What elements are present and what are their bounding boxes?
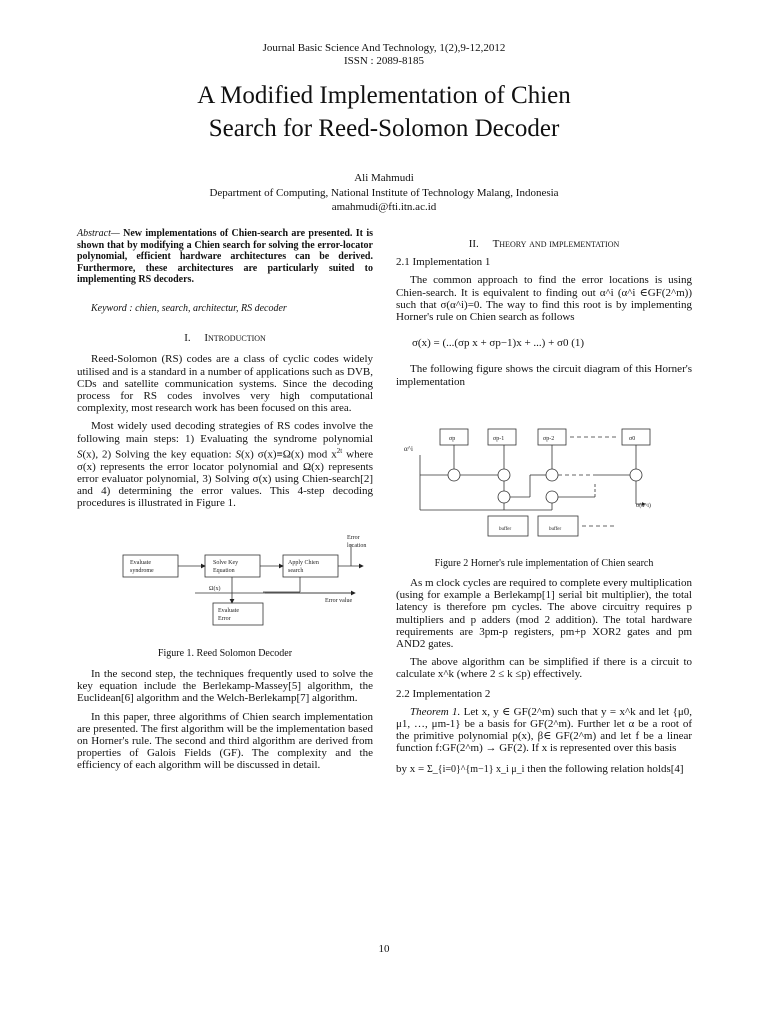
adder-1 xyxy=(498,469,510,481)
figure-2-circuit xyxy=(400,420,690,545)
impl1-paragraph-1: The common approach to find the error locations is using Chien-search. It is equivalent to finding out α^i (α^i ∈GF(2^m)) such that σ(α^i)=0. The way to find this root is by implementing Horner's rule on Chien search as follows xyxy=(396,274,692,324)
issn: ISSN : 2089-8185 xyxy=(343,55,425,67)
subsection-impl2: 2.2 Implementation 2 xyxy=(396,687,491,700)
paper-title-line1: A Modified Implementation of Chien xyxy=(197,82,571,109)
intro-paragraph-3: In the second step, the techniques frequently used to solve the key equation include the Berlekamp-Massey[5] algorithm, the Euclidean[6] algorithm and the Welch-Berlekamp[7] algorithm. xyxy=(77,668,373,705)
adder-0 xyxy=(630,469,642,481)
text: by x = xyxy=(396,762,427,775)
label-alpha-i: α^i xyxy=(404,445,413,453)
label-sigma-p1: σp-1 xyxy=(493,436,505,442)
text: S xyxy=(77,448,83,461)
section-number: I. xyxy=(184,332,191,345)
section-theory-heading xyxy=(396,238,692,250)
theorem-label: Theorem 1. xyxy=(410,705,461,718)
sum-formula: Σ_{i=0}^{m−1} x_i μ_i xyxy=(426,763,525,775)
section-title: Introduction xyxy=(204,332,266,345)
buffer-1 xyxy=(488,516,528,536)
label-sigma-p2: σp-2 xyxy=(543,436,555,442)
author-email: amahmudi@fti.itn.ac.id xyxy=(331,201,437,213)
abstract xyxy=(77,228,373,286)
label-buffer-2: buffer xyxy=(549,527,562,532)
label-apply-chien: Apply Chien xyxy=(288,560,319,566)
multiplier-3 xyxy=(546,491,558,503)
label-error-location-1: Error xyxy=(347,535,360,541)
author-affiliation: Department of Computing, National Institute of Technology Malang, Indonesia xyxy=(209,187,559,199)
theorem-1 xyxy=(396,706,692,755)
label-error-value: Error value xyxy=(325,598,353,604)
multiplier-1 xyxy=(448,469,460,481)
buffer-2 xyxy=(538,516,578,536)
right-column xyxy=(396,238,692,388)
figure-1-block-diagram xyxy=(115,530,375,635)
keywords-text: Keyword : chien, search, architectur, RS decoder xyxy=(91,302,287,314)
section-title: Theory and implementation xyxy=(492,238,620,250)
label-evaluate: Evaluate xyxy=(130,560,151,566)
label-search: search xyxy=(288,568,304,574)
abstract-text: New implementations of Chien-search are presented. It is shown that by modifying a Chien search for solving the error-locator polynomial, efficient hardware architectures can be derived. Furthermore, these architectures are particularly suited to implementing RS decoders. xyxy=(77,228,373,286)
text: (x), 2) Solving the key equation: xyxy=(82,448,236,461)
section-intro-heading xyxy=(77,332,373,344)
section-number: II. xyxy=(468,238,479,250)
impl1-paragraph-4: The above algorithm can be simplified if there is a circuit to calculate x^k (where 2 ≤ k ≤p) effectively. xyxy=(396,656,692,681)
intro-paragraph-1: Reed-Solomon (RS) codes are a class of cyclic codes widely utilised and is a standard in a number of applications such as DVB, CDs and satellite communication systems. Since the decoding process for RS codes involves very high computational complexity, most research work has been focused on this area. xyxy=(77,353,373,415)
page-number: 10 xyxy=(378,943,390,955)
label-evaluate-error: Evaluate xyxy=(218,608,239,614)
text: 2t xyxy=(336,446,343,455)
label-buffer-1: buffer xyxy=(499,527,512,532)
label-output: σ(α^i) xyxy=(636,503,651,509)
text: S xyxy=(235,448,241,461)
text: where σ(x) represents the error locator polynomial and Ω(x) represents error evaluator polynomial, 3) Solving σ(x) using Chien-search[2] and 4) determining the error values. This 4-step decoding procedures is illustrated in Figure 1. xyxy=(77,448,374,510)
right-column-lower xyxy=(396,577,692,776)
journal-header: Journal Basic Science And Technology, 1(2),9-12,2012 xyxy=(262,42,506,54)
equation-1: σ(x) = (...(σp x + σp−1)x + ...) + σ0 (1) xyxy=(412,337,585,350)
paper-title-line2: Search for Reed-Solomon Decoder xyxy=(208,115,560,142)
text: then the following relation holds[4] xyxy=(524,762,684,775)
label-error-location-2: location xyxy=(347,543,367,549)
text: (x) σ(x)≡Ω(x) mod x xyxy=(240,448,337,461)
subsection-impl1: 2.1 Implementation 1 xyxy=(396,256,491,269)
register-sigma-0 xyxy=(622,429,650,445)
label-solve-key: Solve Key xyxy=(213,560,239,566)
abstract-label: Abstract— xyxy=(77,228,120,239)
left-column xyxy=(77,228,373,509)
label-equation: Equation xyxy=(213,568,235,574)
intro-paragraph-2 xyxy=(77,420,373,509)
figure-2-svg xyxy=(400,420,690,545)
figure-2-caption: Figure 2 Horner's rule implementation of Chien search xyxy=(434,558,654,569)
author-name: Ali Mahmudi xyxy=(354,172,414,184)
impl1-paragraph-3: As m clock cycles are required to complete every multiplication (using for example a Berlekamp[1] serial bit multiplier), the total latency is therefore pm cycles. The above circuitry requires p multipliers and p adders (mod 2 addition). The total hardware requirements are 3pm-p registers, pm+p XOR2 gates and pm AND2 gates. xyxy=(396,577,692,651)
label-omega: Ω(x) xyxy=(209,586,221,592)
label-syndrome: syndrome xyxy=(130,568,154,574)
label-sigma-0: σ0 xyxy=(629,436,636,442)
theorem-text: Let x, y ∈ GF(2^m) such that y = x^k and let {μ0, μ1, …, μm-1} be a basis for GF(2^m). Further let α be a root of the primitive polynomial p(x), β∈ GF(2^m) and let f be a linear function f:GF(2^m) → GF(2). If x is represented over this basis xyxy=(396,705,692,755)
multiplier-2 xyxy=(498,491,510,503)
theorem-relation xyxy=(396,763,692,776)
label-sigma-p: σp xyxy=(449,436,456,442)
keywords xyxy=(77,303,373,315)
text: Most widely used decoding strategies of RS codes involve the following main steps: 1) Evaluating the syndrome polynomial xyxy=(77,420,373,445)
label-error: Error xyxy=(218,616,231,622)
left-column-lower xyxy=(77,668,373,772)
figure-1-svg xyxy=(115,530,375,635)
intro-paragraph-4: In this paper, three algorithms of Chien search implementation are presented. The first algorithm will be the implementation based on Horner's rule. The second and third algorithm are derived from properties of Galois Fields (GF). The complexity and the efficiency of each algorithm will be discussed in detail. xyxy=(77,710,373,772)
impl1-paragraph-2: The following figure shows the circuit diagram of this Horner's implementation xyxy=(396,363,692,388)
adder-2 xyxy=(546,469,558,481)
figure-1-caption: Figure 1. Reed Solomon Decoder xyxy=(157,648,293,659)
